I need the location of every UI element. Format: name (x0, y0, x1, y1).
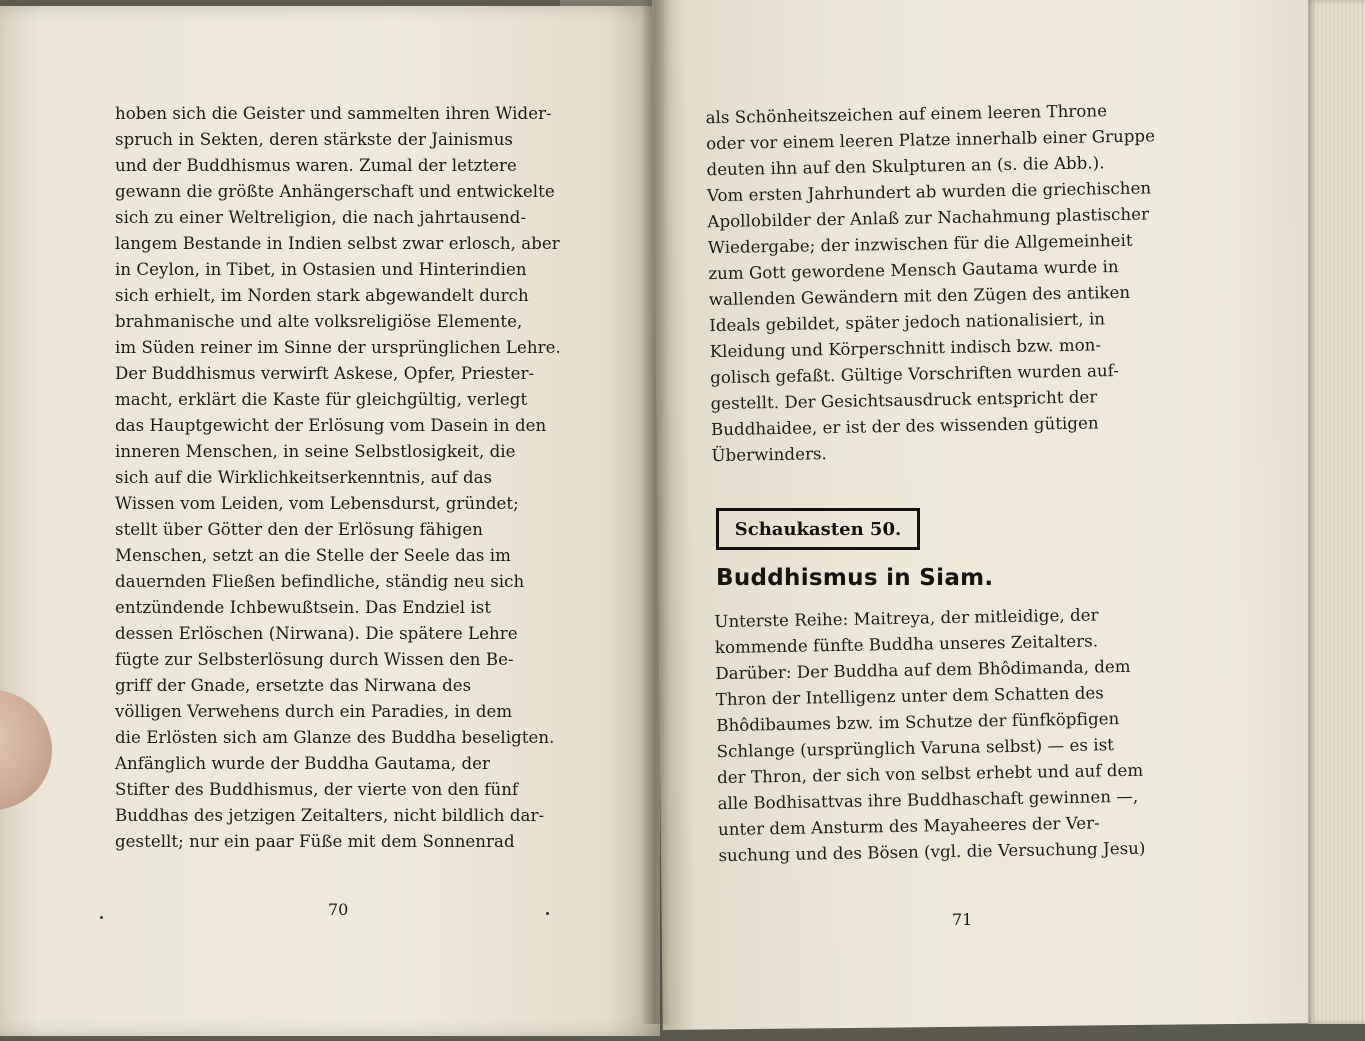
text-line: unter dem Ansturm des Mayaheeres der Ver- (717, 813, 1100, 840)
text-line: und der Buddhismus waren. Zumal der letztere (115, 156, 517, 175)
text-line: gestellt; nur ein paar Füße mit dem Sonnenrad (115, 832, 515, 851)
text-line: Wiedergabe; der inzwischen für die Allgemeinheit (707, 230, 1133, 258)
text-line: hoben sich die Geister und sammelten ihren Wider- (115, 104, 552, 123)
text-line: inneren Menschen, in seine Selbstlosigkeit, die (115, 442, 516, 461)
text-line: deuten ihn auf den Skulpturen an (s. die Abb.). (706, 153, 1105, 180)
text-line: fügte zur Selbsterlösung durch Wissen den Be- (115, 650, 514, 669)
text-line: griff der Gnade, ersetzte das Nirwana des (115, 676, 472, 695)
text-line: in Ceylon, in Tibet, in Ostasien und Hinterindien (115, 260, 527, 279)
text-line: spruch in Sekten, deren stärkste der Jainismus (115, 130, 513, 149)
text-line: Buddhas des jetzigen Zeitalters, nicht bildlich dar- (115, 806, 545, 825)
text-line: macht, erklärt die Kaste für gleichgültig, verlegt (115, 390, 528, 409)
text-line: Ideals gebildet, später jedoch nationalisiert, in (709, 309, 1106, 336)
text-line: wallenden Gewändern mit den Zügen des antiken (708, 282, 1131, 310)
text-line: die Erlösten sich am Glanze des Buddha beseligten. (115, 728, 555, 747)
text-line: alle Bodhisattvas ihre Buddhaschaft gewinnen —, (717, 786, 1139, 814)
text-line: dessen Erlöschen (Nirwana). Die spätere Lehre (115, 624, 518, 643)
text-line: sich erhielt, im Norden stark abgewandelt durch (115, 286, 529, 305)
paper-speck (100, 916, 103, 919)
text-line: sich zu einer Weltreligion, die nach jahrtausend- (115, 208, 527, 227)
page-number-left: 70 (328, 900, 349, 919)
text-line: Darüber: Der Buddha auf dem Bhôdimanda, dem (715, 656, 1131, 684)
text-line: Kleidung und Körperschnitt indisch bzw. mon- (709, 335, 1102, 362)
text-line: brahmanische und alte volksreligiöse Elemente, (115, 312, 523, 331)
text-line: Schlange (ursprünglich Varuna selbst) — es ist (716, 735, 1115, 762)
text-line: entzündende Ichbewußtsein. Das Endziel ist (115, 598, 492, 617)
text-line: Unterste Reihe: Maitreya, der mitleidige, der (714, 605, 1099, 632)
text-line: im Süden reiner im Sinne der ursprünglichen Lehre. (115, 338, 561, 357)
text-line: Bhôdibaumes bzw. im Schutze der fünfköpfigen (716, 709, 1120, 736)
text-line: oder vor einem leeren Platze innerhalb einer Gruppe (705, 126, 1156, 154)
text-line: Wissen vom Leiden, vom Lebensdurst, gründet; (115, 494, 519, 513)
text-line: Buddhaidee, er ist der des wissenden gütigen (710, 413, 1099, 440)
text-line: stellt über Götter den der Erlösung fähigen (115, 520, 483, 539)
text-line: golisch gefaßt. Gültige Vorschriften wurden auf- (710, 361, 1120, 388)
text-line: Vom ersten Jahrhundert ab wurden die griechischen (706, 178, 1152, 206)
text-line: der Thron, der sich von selbst erhebt und auf dem (716, 760, 1144, 788)
paper-speck (546, 912, 549, 915)
text-line: langem Bestande in Indien selbst zwar erlosch, aber (115, 234, 560, 253)
text-line: zum Gott gewordene Mensch Gautama wurde in (708, 257, 1119, 284)
text-line: Menschen, setzt an die Stelle der Seele das im (115, 546, 511, 565)
text-line: völligen Verwehens durch ein Paradies, in dem (115, 702, 513, 721)
text-line: kommende fünfte Buddha unseres Zeitalters. (714, 631, 1099, 658)
text-line: Thron der Intelligenz unter dem Schatten des (715, 683, 1105, 710)
text-line: Apollobilder der Anlaß zur Nachahmung plastischer (707, 204, 1150, 232)
text-line: suchung und des Bösen (vgl. die Versuchung Jesu) (718, 838, 1146, 866)
page-number-right: 71 (952, 910, 973, 929)
showcase-label-box (716, 508, 920, 550)
text-line: sich auf die Wirklichkeitserkenntnis, auf das (115, 468, 493, 487)
text-line: gewann die größte Anhängerschaft und entwickelte (115, 182, 555, 201)
text-line: Der Buddhismus verwirft Askese, Opfer, Priester- (115, 364, 535, 383)
text-line: das Hauptgewicht der Erlösung vom Dasein in den (115, 416, 547, 435)
showcase-label: Schaukasten 50. (734, 518, 902, 540)
text-line: gestellt. Der Gesichtsausdruck entspricht der (710, 387, 1098, 414)
text-line: Stifter des Buddhismus, der vierte von den fünf (115, 780, 519, 799)
text-line: dauernden Fließen befindliche, ständig neu sich (115, 572, 525, 591)
text-line: als Schönheitszeichen auf einem leeren Throne (705, 101, 1108, 128)
text-line: Anfänglich wurde der Buddha Gautama, der (115, 754, 491, 773)
section-heading: Buddhismus in Siam. (716, 565, 994, 591)
text-line: Überwinders. (711, 444, 828, 466)
